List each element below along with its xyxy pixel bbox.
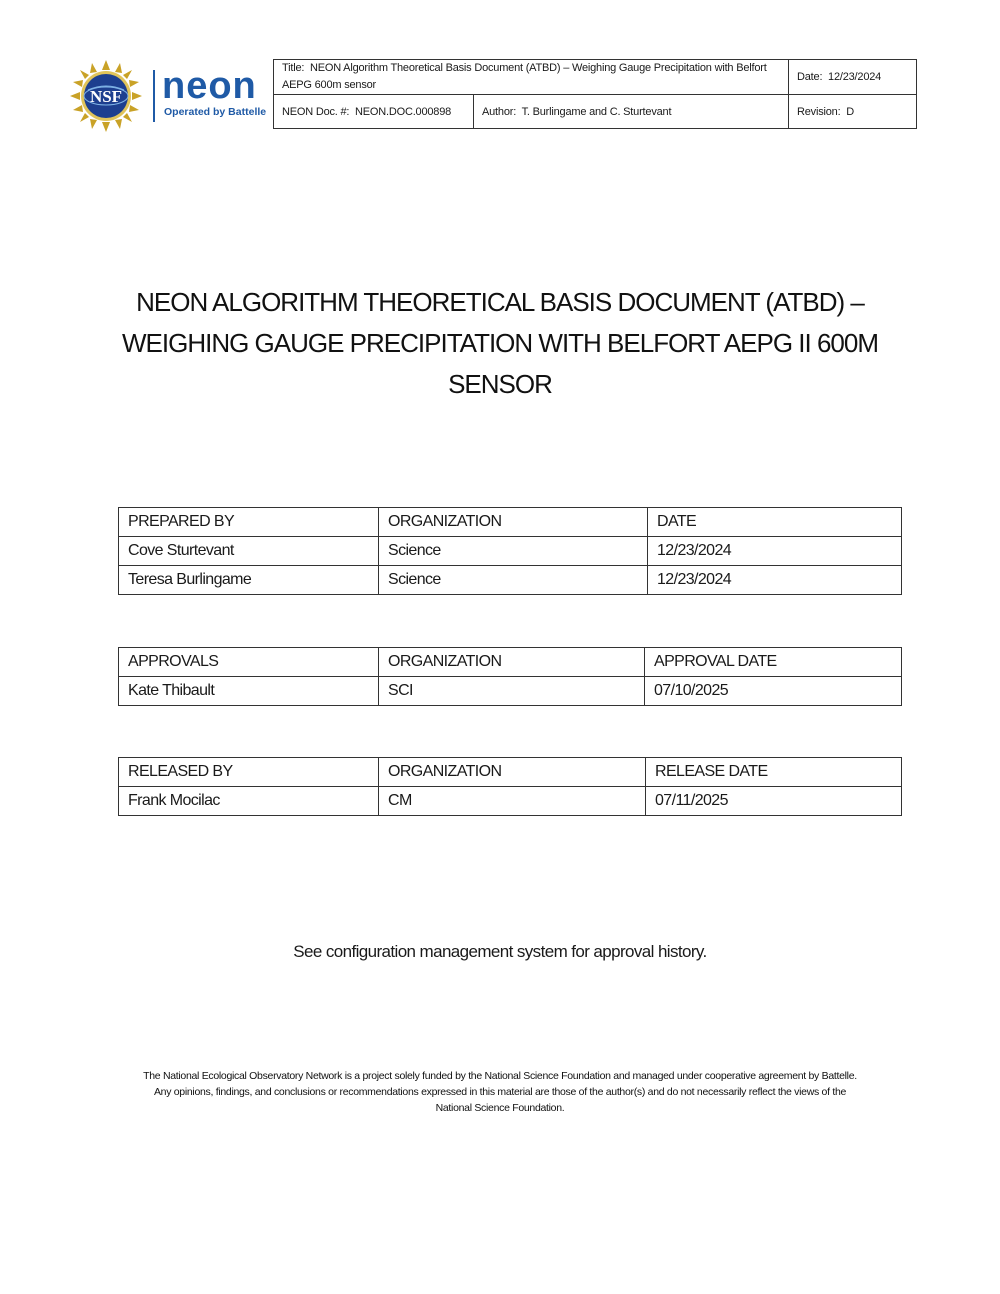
- table-cell: 07/11/2025: [646, 787, 902, 816]
- table-cell: 12/23/2024: [648, 537, 902, 566]
- table-row: [119, 787, 902, 816]
- disclaimer-line: Any opinions, findings, and conclusions or recommendations expressed in this material are those of the author(s) and do not necessarily reflect the views of the: [153, 1086, 847, 1098]
- logo-divider: [153, 70, 155, 122]
- table-header-row: [119, 648, 902, 677]
- approval-history-note: See configuration management system for approval history.: [293, 942, 707, 961]
- header-revision-cell: [789, 95, 917, 129]
- svg-text:NSF: NSF: [89, 87, 123, 106]
- header-date-value: 12/23/2024: [828, 71, 882, 83]
- table-header-row: [119, 758, 902, 787]
- header-doc-cell: [274, 95, 474, 129]
- table-cell: Science: [379, 566, 648, 595]
- funding-disclaimer: [100, 1068, 900, 1116]
- disclaimer-line: The National Ecological Observatory Network is a project solely funded by the National Science Foundation and managed under cooperative agreement by Battelle.: [143, 1070, 857, 1082]
- header-title-value: NEON Algorithm Theoretical Basis Document (ATBD) – Weighing Gauge Precipitation with Belfort AEPG 600m sensor: [282, 62, 767, 91]
- table-row: [119, 537, 902, 566]
- column-header: APPROVAL DATE: [645, 648, 902, 677]
- table-row: [119, 677, 902, 706]
- table-header-row: [119, 508, 902, 537]
- document-title: NEON ALGORITHM THEORETICAL BASIS DOCUMENT (ATBD) – WEIGHING GAUGE PRECIPITATION WITH BELFORT AEPG II 600M SENSOR: [122, 287, 878, 399]
- header-revision-label: Revision:: [797, 105, 841, 118]
- column-header: ORGANIZATION: [379, 648, 645, 677]
- disclaimer-line: National Science Foundation.: [435, 1102, 565, 1114]
- approvals-table: [118, 647, 902, 706]
- table-cell: Science: [379, 537, 648, 566]
- header-logos: [70, 60, 270, 132]
- header-doc-value: NEON.DOC.000898: [355, 105, 452, 118]
- header-date-label: Date:: [797, 71, 823, 83]
- prepared-by-table: [118, 507, 902, 595]
- table-cell: 12/23/2024: [648, 566, 902, 595]
- column-header: RELEASE DATE: [646, 758, 902, 787]
- table-cell: Kate Thibault: [119, 677, 379, 706]
- table-row: [119, 566, 902, 595]
- table-cell: 07/10/2025: [645, 677, 902, 706]
- column-header: PREPARED BY: [119, 508, 379, 537]
- document-header-table: [273, 59, 917, 129]
- neon-logo-wordmark: neon: [162, 65, 257, 107]
- header-title-label: Title:: [282, 62, 305, 74]
- header-author-cell: [474, 95, 789, 129]
- table-cell: SCI: [379, 677, 645, 706]
- table-cell: Frank Mocilac: [119, 787, 379, 816]
- header-title-cell: [274, 60, 789, 95]
- column-header: DATE: [648, 508, 902, 537]
- header-date-cell: [789, 60, 917, 95]
- nsf-letters: [84, 85, 128, 107]
- table-cell: Cove Sturtevant: [119, 537, 379, 566]
- header-author-label: Author:: [482, 105, 517, 118]
- header-doc-label: NEON Doc. #:: [282, 105, 350, 118]
- column-header: APPROVALS: [119, 648, 379, 677]
- table-cell: Teresa Burlingame: [119, 566, 379, 595]
- column-header: ORGANIZATION: [379, 758, 646, 787]
- column-header: RELEASED BY: [119, 758, 379, 787]
- neon-logo-subtitle: Operated by Battelle: [164, 106, 267, 118]
- header-revision-value: D: [846, 105, 854, 118]
- header-author-value: T. Burlingame and C. Sturtevant: [521, 105, 672, 118]
- table-cell: CM: [379, 787, 646, 816]
- released-by-table: [118, 757, 902, 816]
- column-header: ORGANIZATION: [379, 508, 648, 537]
